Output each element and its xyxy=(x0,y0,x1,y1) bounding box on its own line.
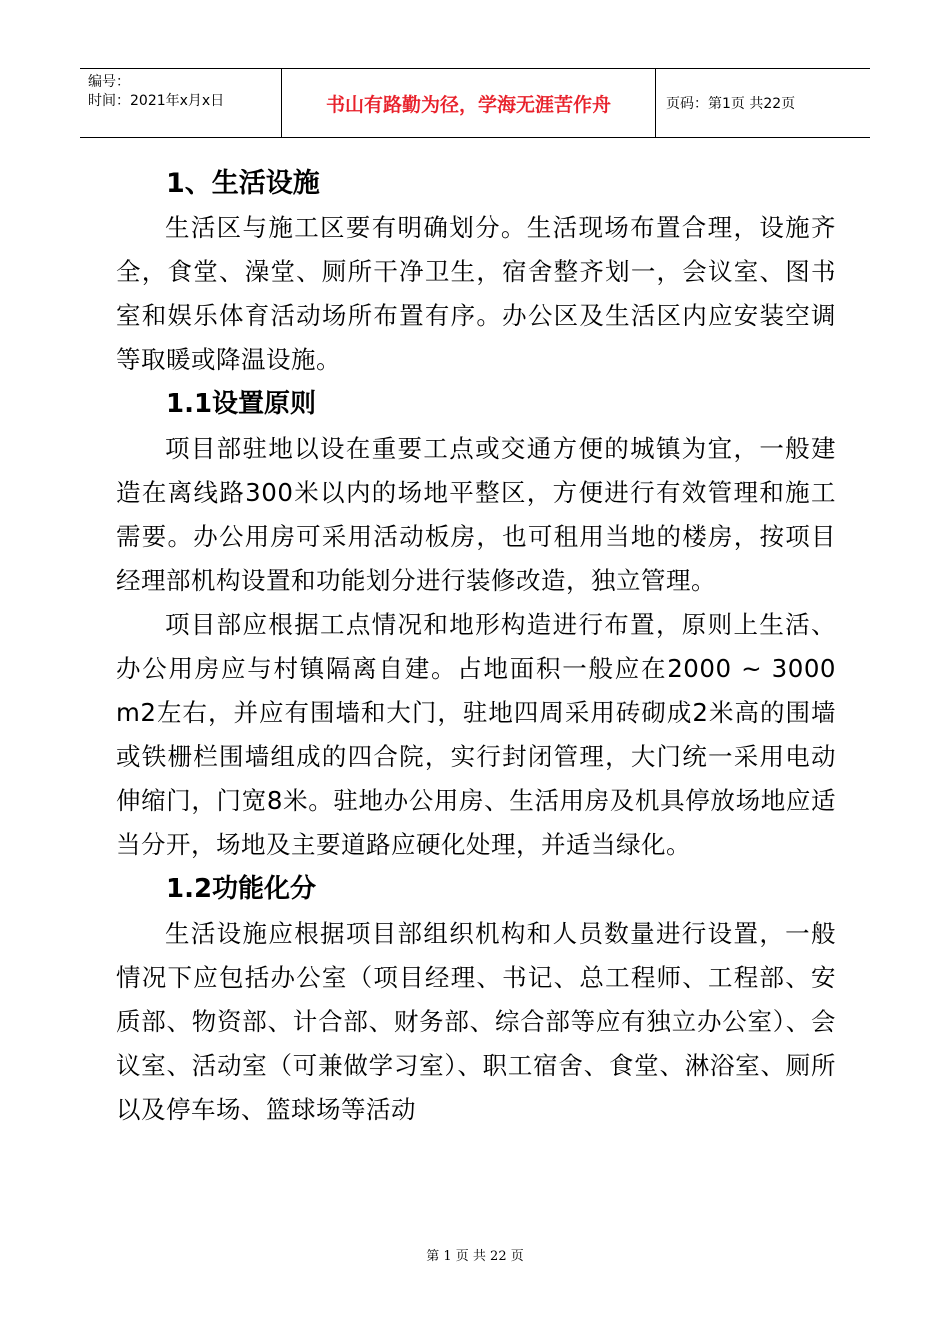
paragraph: 项目部驻地以设在重要工点或交通方便的城镇为宜，一般建造在离线路300米以内的场地平整区，方便进行有效管理和施工需要。办公用房可采用活动板房，也可租用当地的楼房，按项目经理部机构设置和功能划分进行装修改造，独立管理。 xyxy=(116,434,836,595)
time-label: 时间：2021年x月x日 xyxy=(88,93,225,109)
page-footer: 第 1 页 共 22 页 xyxy=(426,1249,524,1264)
header-motto: 书山有路勤为径，学海无涯苦作舟 xyxy=(282,69,656,137)
paragraph: 项目部应根据工点情况和地形构造进行布置，原则上生活、办公用房应与村镇隔离自建。占地面积一般应在2000 ~ 3000 m2左右，并应有围墙和大门，驻地四周采用砖砌成2米高的围墙或铁栅栏围墙组成的四合院，实行封闭管理，大门统一采用电动伸缩门，门宽8米。驻地办公用房、生活用房及机具停放场地应适当分开，场地及主要道路应硬化处理，并适当绿化。 xyxy=(116,610,836,859)
section-heading-1: 1、生活设施 xyxy=(166,168,320,199)
paragraph: 生活区与施工区要有明确划分。生活现场布置合理，设施齐全，食堂、澡堂、厕所干净卫生，宿舍整齐划一，会议室、图书室和娱乐体育活动场所布置有序。办公区及生活区内应安装空调等取暖或降温设施。 xyxy=(116,213,836,374)
document-body xyxy=(116,162,836,1132)
header-page-info: 页码：第1页 共22页 xyxy=(666,96,796,112)
page-header xyxy=(80,68,870,138)
section-heading-1-1: 1.1设置原则 xyxy=(166,389,317,419)
number-label: 编号： xyxy=(88,74,130,90)
header-meta xyxy=(80,69,282,137)
paragraph: 生活设施应根据项目部组织机构和人员数量进行设置，一般情况下应包括办公室（项目经理、书记、总工程师、工程部、安质部、物资部、计合部、财务部、综合部等应有独立办公室）、会议室、活动室（可兼做学习室）、职工宿舍、食堂、淋浴室、厕所以及停车场、篮球场等活动 xyxy=(116,919,836,1124)
section-heading-1-2: 1.2功能化分 xyxy=(166,874,317,904)
